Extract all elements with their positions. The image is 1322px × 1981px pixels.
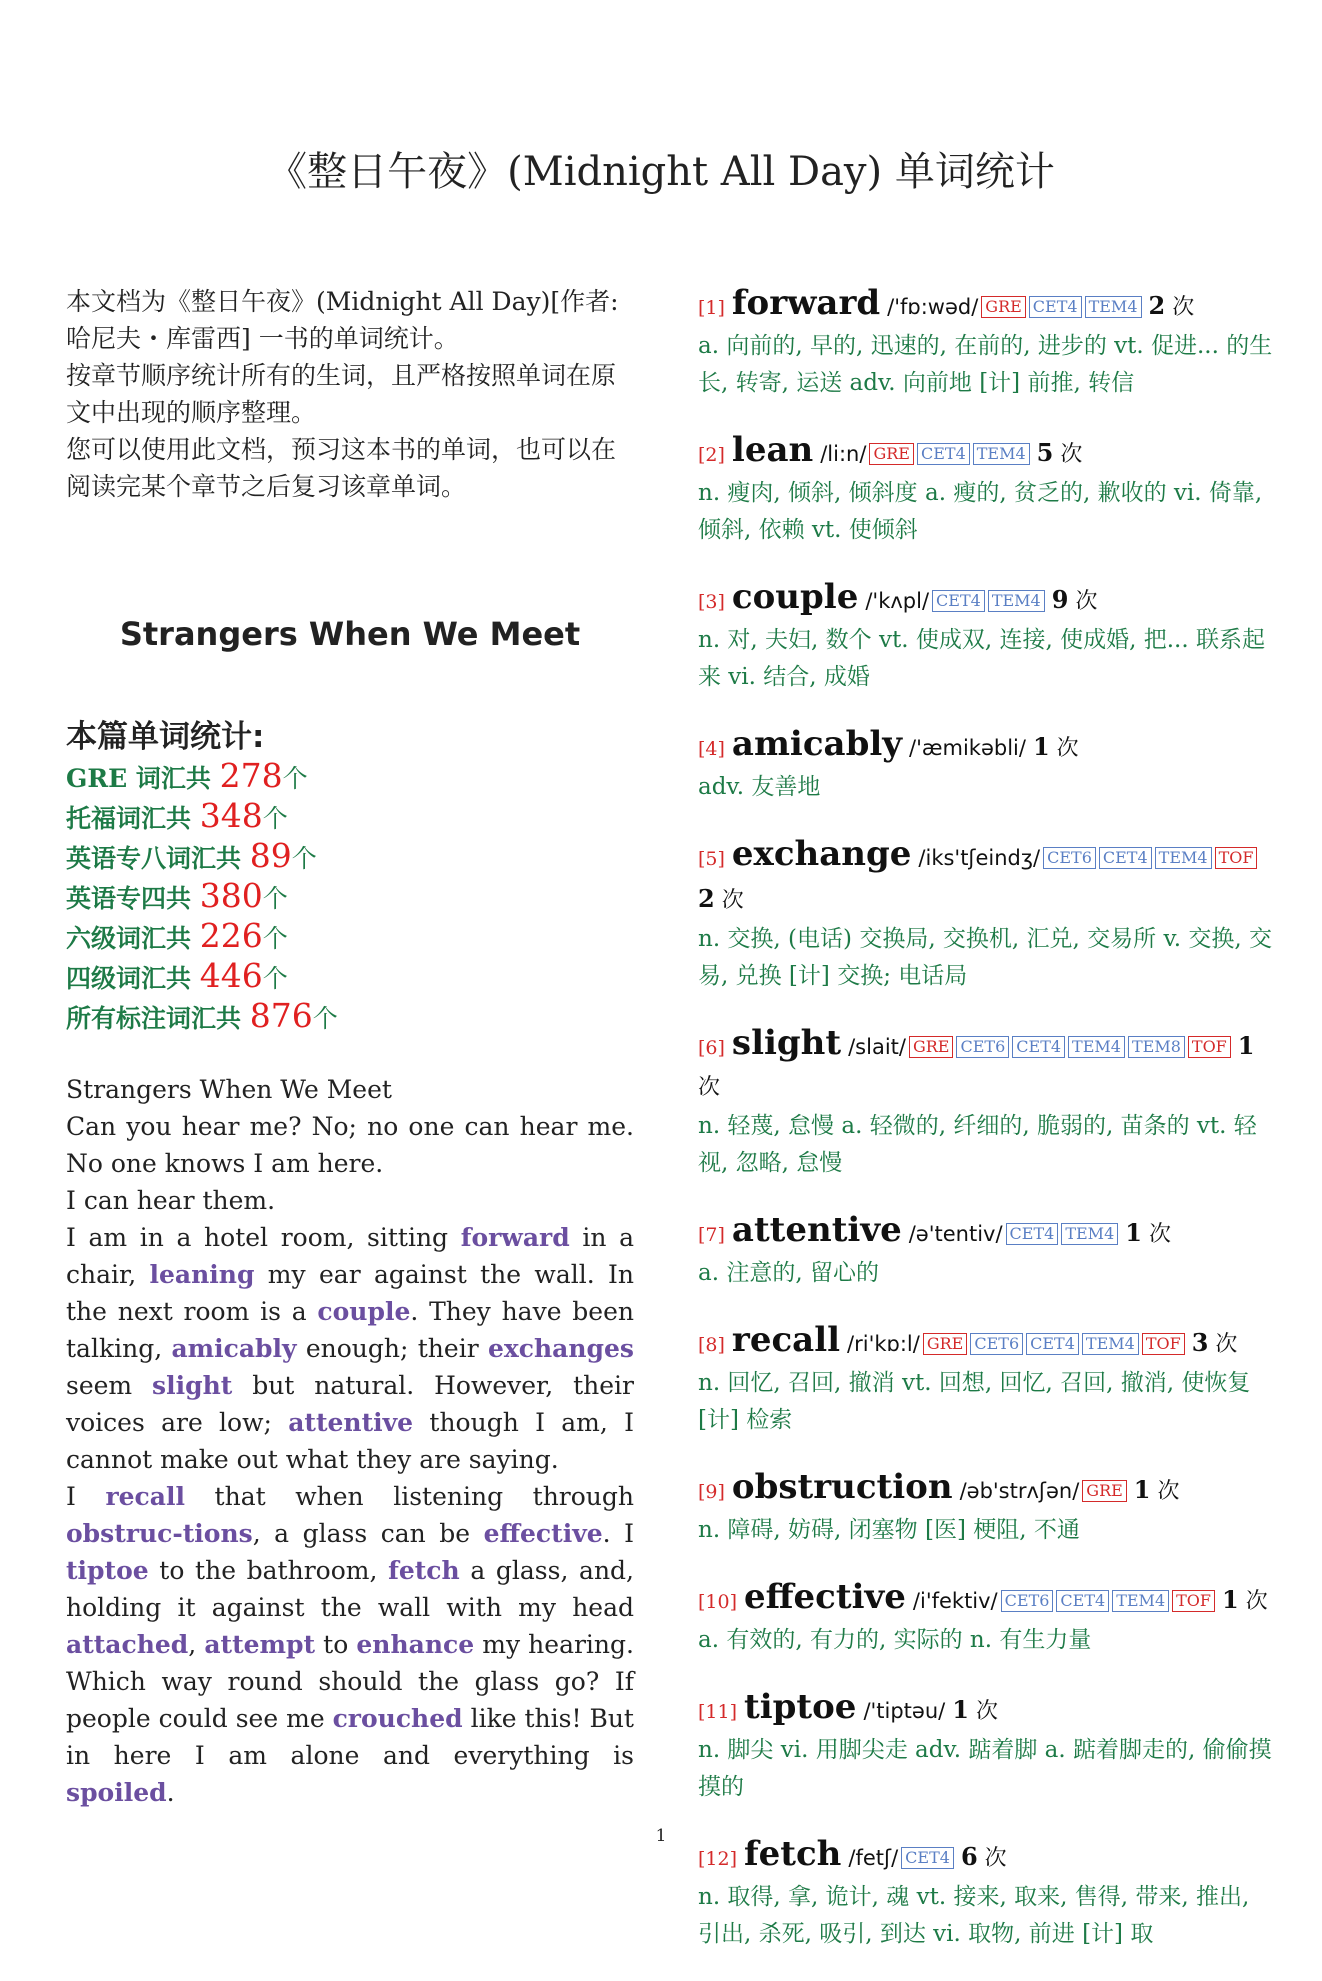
exam-tag-badge: CET6 [956, 1036, 1009, 1058]
exam-tag-badge: CET4 [1029, 296, 1082, 318]
exam-tag-badge: CET4 [1012, 1036, 1065, 1058]
entry-word: fetch [744, 1834, 842, 1874]
stat-count: 89 [249, 836, 292, 875]
vocab-entry [698, 1834, 1273, 1953]
entry-count-unit: 次 [975, 1699, 998, 1724]
exam-tag-badge: GRE [909, 1036, 954, 1058]
entry-count-unit: 次 [1060, 442, 1083, 467]
exam-tag-badge: TEM4 [1085, 296, 1142, 318]
entry-index: [9] [698, 1481, 725, 1503]
keyword: attached [66, 1630, 189, 1659]
entry-word: recall [731, 1320, 841, 1360]
entry-count [952, 1695, 998, 1724]
entry-definition: n. 脚尖 vi. 用脚尖走 adv. 踮着脚 a. 踮着脚走的, 偷偷摸摸的 [698, 1737, 1272, 1800]
entry-definition: n. 对, 夫妇, 数个 vt. 使成双, 连接, 使成婚, 把... 联系起来 vi. 结合, 成婚 [698, 627, 1265, 690]
exam-tag-badge: TEM4 [1112, 1590, 1169, 1612]
entry-count-number: 6 [960, 1842, 978, 1871]
keyword: crouched [332, 1704, 463, 1733]
entry-count-number: 2 [698, 884, 715, 913]
entry-word: amicably [731, 724, 903, 764]
vocab-entry-header [698, 1687, 1273, 1732]
vocab-entry-header [698, 834, 1273, 921]
entry-index: [5] [698, 848, 725, 870]
entry-count-number: 1 [1133, 1475, 1151, 1504]
exam-tag-badge: TEM4 [1061, 1223, 1118, 1245]
exam-tag-badge: CET4 [1026, 1333, 1079, 1355]
stats-list [66, 757, 634, 1037]
exam-tag-badge: CET4 [1099, 847, 1152, 869]
exam-tag-badge: CET4 [1006, 1223, 1059, 1245]
entry-phonetic: /'kʌpl/ [865, 589, 930, 613]
entry-word: exchange [731, 834, 912, 874]
entry-count-number: 1 [952, 1695, 969, 1724]
entry-index: [10] [698, 1591, 738, 1613]
vocab-entry [698, 1687, 1273, 1806]
vocab-entry-header [698, 430, 1273, 475]
stat-label: 六级词汇共 [66, 924, 192, 953]
entry-definition: n. 瘦肉, 倾斜, 倾斜度 a. 瘦的, 贫乏的, 歉收的 vi. 倚靠, 倾斜, 依赖 vt. 使倾斜 [698, 480, 1263, 543]
stat-label: 四级词汇共 [66, 964, 192, 993]
keyword: attempt [204, 1630, 316, 1659]
stat-unit: 个 [282, 764, 308, 793]
keyword: enhance [356, 1630, 475, 1659]
vocab-entry [698, 834, 1273, 995]
exam-tag-badge: CET6 [970, 1333, 1023, 1355]
entry-index: [6] [698, 1037, 725, 1059]
vocab-list [698, 283, 1273, 1981]
entry-word: tiptoe [744, 1687, 857, 1727]
entry-index: [7] [698, 1224, 725, 1246]
entry-word: couple [731, 577, 859, 617]
exam-tag-badge: TOF [1172, 1590, 1215, 1612]
stat-label: GRE 词汇共 [66, 764, 211, 793]
entry-index: [12] [698, 1848, 738, 1870]
stat-row-gre [66, 757, 634, 797]
keyword: fetch [388, 1556, 460, 1585]
entry-word: obstruction [731, 1467, 953, 1507]
entry-phonetic: /fetʃ/ [848, 1846, 899, 1870]
vocab-entry [698, 283, 1273, 402]
vocab-entry [698, 577, 1273, 696]
vocab-entry [698, 1467, 1273, 1549]
entry-count [1222, 1585, 1268, 1614]
exam-tag-badge: CET4 [901, 1847, 954, 1869]
entry-phonetic: /əb'strʌʃən/ [959, 1479, 1080, 1503]
entry-word: forward [731, 283, 881, 323]
exam-tag-badge: CET4 [917, 443, 970, 465]
entry-definition: adv. 友善地 [698, 774, 821, 800]
vocab-entry-header [698, 1467, 1273, 1512]
story-paragraph: I can hear them. [66, 1186, 276, 1215]
story-paragraph: Can you hear me? No; no one can hear me. No one knows I am here. [66, 1112, 634, 1178]
exam-tag-badge: GRE [981, 296, 1026, 318]
stat-count: 446 [199, 956, 263, 995]
entry-definition: n. 取得, 拿, 诡计, 魂 vt. 接来, 取来, 售得, 带来, 推出, 引出, 杀死, 吸引, 到达 vi. 取物, 前进 [计] 取 [698, 1884, 1250, 1947]
entry-phonetic: /i'fektiv/ [912, 1589, 998, 1613]
entry-count [1125, 1218, 1171, 1247]
stat-count: 278 [219, 756, 283, 795]
stat-count: 876 [249, 996, 313, 1035]
stat-unit: 个 [312, 1004, 338, 1033]
exam-tag-badge: GRE [923, 1333, 968, 1355]
entry-count-number: 1 [1237, 1031, 1255, 1060]
exam-tag-badge: TOF [1188, 1036, 1231, 1058]
entry-phonetic: /'æmikəbli/ [909, 736, 1026, 760]
exam-tag-badge: TEM4 [1068, 1036, 1125, 1058]
keyword: amicably [171, 1334, 297, 1363]
vocab-entry [698, 1577, 1273, 1659]
stats-heading: 本篇单词统计: [66, 719, 265, 755]
entry-definition: a. 有效的, 有力的, 实际的 n. 有生力量 [698, 1627, 1092, 1653]
entry-count [1133, 1475, 1180, 1504]
entry-count [1191, 1328, 1238, 1357]
entry-definition: n. 交换, (电话) 交换局, 交换机, 汇兑, 交易所 v. 交换, 交易, 兑换 [计] 交换; 电话局 [698, 926, 1273, 989]
entry-count-unit: 次 [1157, 1479, 1180, 1504]
keyword: tiptoe [66, 1556, 149, 1585]
entry-count-unit: 次 [1245, 1589, 1268, 1614]
entry-phonetic: /'fɒ:wəd/ [887, 295, 979, 319]
keyword: effective [483, 1519, 603, 1548]
keyword: attentive [288, 1408, 414, 1437]
exam-tag-badge: CET6 [1043, 847, 1096, 869]
entry-word: effective [744, 1577, 906, 1617]
stat-unit: 个 [262, 804, 288, 833]
entry-definition: a. 向前的, 早的, 迅速的, 在前的, 进步的 vt. 促进... 的生长, 转寄, 运送 adv. 向前地 [计] 前推, 转信 [698, 333, 1273, 396]
left-column [66, 283, 634, 1811]
exam-tag-badge: TOF [1215, 847, 1258, 869]
entry-count [1032, 732, 1079, 761]
keyword: leaning [149, 1260, 255, 1289]
intro-line: 您可以使用此文档，预习这本书的单词，也可以在阅读完某个章节之后复习该章单词。 [66, 435, 617, 501]
stat-count: 380 [199, 876, 263, 915]
entry-index: [2] [698, 444, 725, 466]
entry-count [960, 1842, 1007, 1871]
entry-definition: n. 障碍, 妨碍, 闭塞物 [医] 梗阻, 不通 [698, 1517, 1080, 1543]
entry-definition: n. 回忆, 召回, 撤消 vt. 回想, 回忆, 召回, 撤消, 使恢复 [计] 检索 [698, 1370, 1251, 1433]
intro-line: 按章节顺序统计所有的生词，且严格按照单词在原文中出现的顺序整理。 [66, 361, 617, 427]
keyword: slight [152, 1371, 233, 1400]
entry-count-number: 5 [1036, 438, 1054, 467]
vocab-entry-header [698, 724, 1273, 769]
entry-count-number: 2 [1148, 291, 1166, 320]
vocab-entry-header [698, 283, 1273, 328]
keyword: recall [105, 1482, 185, 1511]
story-text [66, 1071, 634, 1811]
vocab-entry [698, 724, 1273, 806]
vocab-entry [698, 1210, 1273, 1292]
vocab-entry [698, 1320, 1273, 1439]
entry-count-unit: 次 [1148, 1222, 1171, 1247]
intro-line: 本文档为《整日午夜》(Midnight All Day)[作者:哈尼夫・库雷西] 一书的单词统计。 [66, 287, 619, 353]
entry-count-unit: 次 [1056, 736, 1079, 761]
stat-unit: 个 [262, 964, 288, 993]
entry-phonetic: /iks'tʃeindʒ/ [918, 846, 1041, 870]
entry-count-number: 1 [1125, 1218, 1142, 1247]
keyword: obstruc-tions [66, 1519, 253, 1548]
keyword: exchanges [487, 1334, 634, 1363]
exam-tag-badge: TEM4 [973, 443, 1030, 465]
exam-tag-badge: CET6 [1001, 1590, 1054, 1612]
vocab-entry-header [698, 1577, 1273, 1622]
stat-row-toefl [66, 797, 634, 837]
entry-count [1036, 438, 1083, 467]
stat-row-tem4 [66, 877, 634, 917]
stat-row-tem8 [66, 837, 634, 877]
entry-index: [4] [698, 738, 725, 760]
keyword: spoiled [66, 1778, 167, 1807]
story-heading: Strangers When We Meet [66, 1075, 392, 1104]
intro [66, 283, 634, 505]
stat-count: 226 [199, 916, 263, 955]
entry-index: [3] [698, 591, 725, 613]
vocab-entry-header [698, 1320, 1273, 1365]
story-paragraph: I am in a hotel room, sitting forward in a chair, leaning my ear against the wall. In the next room is a couple. They have been talking, amicably enough; their exchanges seem slight but natural. However, their voices are low; attentive though I am, I cannot make out what they are saying. [66, 1223, 635, 1474]
story-paragraph: I recall that when listening through obstruc-tions, a glass can be effective. I tiptoe to the bathroom, fetch a glass, and, holding it against the wall with my head attached, attempt to enhance my hearing. Which way round should the glass go? If people could see me crouched like this! But in here I am alone and everything is spoiled. [66, 1482, 635, 1807]
stat-label: 所有标注词汇共 [66, 1004, 242, 1033]
entry-count-number: 9 [1051, 585, 1069, 614]
vocab-entry [698, 430, 1273, 549]
entry-word: slight [731, 1023, 842, 1063]
vocab-entry-header [698, 1210, 1273, 1255]
stat-unit: 个 [262, 884, 288, 913]
vocab-entry-header [698, 577, 1273, 622]
entry-count [698, 884, 744, 913]
vocab-entry [698, 1023, 1273, 1182]
entry-phonetic: /'tiptəu/ [863, 1699, 946, 1723]
stat-unit: 个 [291, 844, 317, 873]
entry-count-unit: 次 [721, 888, 744, 913]
exam-tag-badge: TEM4 [1082, 1333, 1139, 1355]
exam-tag-badge: GRE [1082, 1480, 1127, 1502]
exam-tag-badge: TEM8 [1128, 1036, 1185, 1058]
entry-count-unit: 次 [1215, 1332, 1238, 1357]
stat-label: 托福词汇共 [66, 804, 192, 833]
section-title: Strangers When We Meet [119, 615, 581, 653]
entry-count [1051, 585, 1098, 614]
entry-word: lean [731, 430, 814, 470]
entry-phonetic: /ə'tentiv/ [908, 1222, 1003, 1246]
page-title: 《整日午夜》(Midnight All Day) 单词统计 [267, 149, 1055, 195]
stat-label: 英语专八词汇共 [66, 844, 242, 873]
exam-tag-badge: CET4 [1056, 1590, 1109, 1612]
entry-count-number: 1 [1222, 1585, 1239, 1614]
entry-count-unit: 次 [1075, 589, 1098, 614]
keyword: couple [317, 1297, 411, 1326]
entry-index: [11] [698, 1701, 738, 1723]
exam-tag-badge: TOF [1142, 1333, 1185, 1355]
entry-count-unit: 次 [1172, 295, 1195, 320]
exam-tag-badge: TEM4 [988, 590, 1045, 612]
entry-definition: a. 注意的, 留心的 [698, 1260, 879, 1286]
stat-row-cet6 [66, 917, 634, 957]
entry-word: attentive [731, 1210, 902, 1250]
exam-tag-badge: TEM4 [1155, 847, 1212, 869]
exam-tag-badge: GRE [869, 443, 914, 465]
entry-count-unit: 次 [984, 1846, 1007, 1871]
exam-tag-badge: CET4 [932, 590, 985, 612]
keyword: forward [460, 1223, 570, 1252]
entry-count-number: 1 [1032, 732, 1050, 761]
page-number: 1 [655, 1826, 667, 1846]
entry-count [1148, 291, 1195, 320]
stat-row-cet4 [66, 957, 634, 997]
entry-definition: n. 轻蔑, 怠慢 a. 轻微的, 纤细的, 脆弱的, 苗条的 vt. 轻视, 忽略, 怠慢 [698, 1113, 1257, 1176]
stat-label: 英语专四共 [66, 884, 192, 913]
stat-count: 348 [199, 796, 263, 835]
entry-phonetic: /slait/ [848, 1035, 906, 1059]
vocab-entry-header [698, 1023, 1273, 1108]
entry-phonetic: /ri'kɒ:l/ [847, 1332, 920, 1356]
entry-index: [8] [698, 1334, 725, 1356]
entry-count-unit: 次 [698, 1075, 721, 1100]
entry-phonetic: /li:n/ [820, 442, 867, 466]
stat-row-all [66, 997, 634, 1037]
entry-index: [1] [698, 297, 725, 319]
stat-unit: 个 [262, 924, 288, 953]
entry-count-number: 3 [1191, 1328, 1209, 1357]
